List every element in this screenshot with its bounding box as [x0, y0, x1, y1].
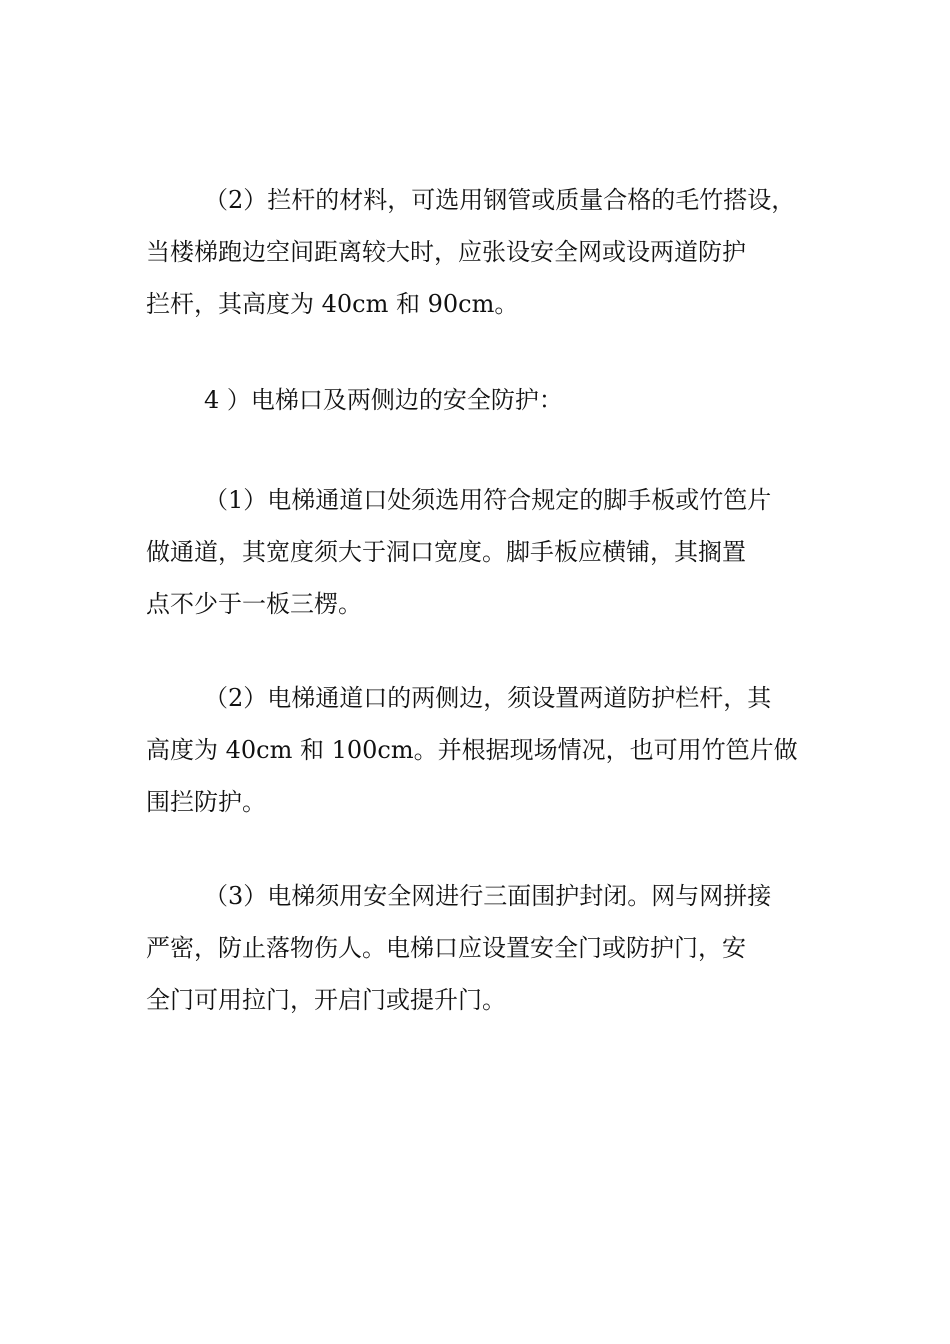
paragraph-railing-material — [146, 174, 826, 330]
paragraph-elevator-safety-net — [146, 870, 826, 1026]
paragraph-line: （3）电梯须用安全网进行三面围护封闭。网与网拼接 — [204, 882, 772, 910]
paragraph-line: 围拦防护。 — [146, 788, 266, 816]
paragraph-line: 做通道，其宽度须大于洞口宽度。脚手板应横铺，其搁置 — [146, 538, 746, 566]
paragraph-line: 点不少于一板三楞。 — [146, 590, 362, 618]
paragraph-line: 拦杆，其高度为 40cm 和 90cm。 — [146, 290, 519, 318]
paragraph-line: 全门可用拉门，开启门或提升门。 — [146, 986, 506, 1014]
paragraph-line: 当楼梯跑边空间距离较大时，应张设安全网或设两道防护 — [146, 238, 746, 266]
paragraph-line: （1）电梯通道口处须选用符合规定的脚手板或竹笆片 — [204, 486, 772, 514]
paragraph-elevator-side-railings — [146, 672, 826, 828]
paragraph-line: （2）拦杆的材料，可选用钢管或质量合格的毛竹搭设， — [204, 186, 796, 214]
paragraph-line: 严密，防止落物伤人。电梯口应设置安全门或防护门，安 — [146, 934, 746, 962]
paragraph-line: 高度为 40cm 和 100cm。并根据现场情况，也可用竹笆片做 — [146, 736, 798, 764]
section-heading: 4 ）电梯口及两侧边的安全防护： — [204, 386, 563, 414]
paragraph-line: （2）电梯通道口的两侧边，须设置两道防护栏杆，其 — [204, 684, 772, 712]
section-heading-elevator-protection — [146, 374, 826, 426]
paragraph-elevator-passage — [146, 474, 826, 630]
